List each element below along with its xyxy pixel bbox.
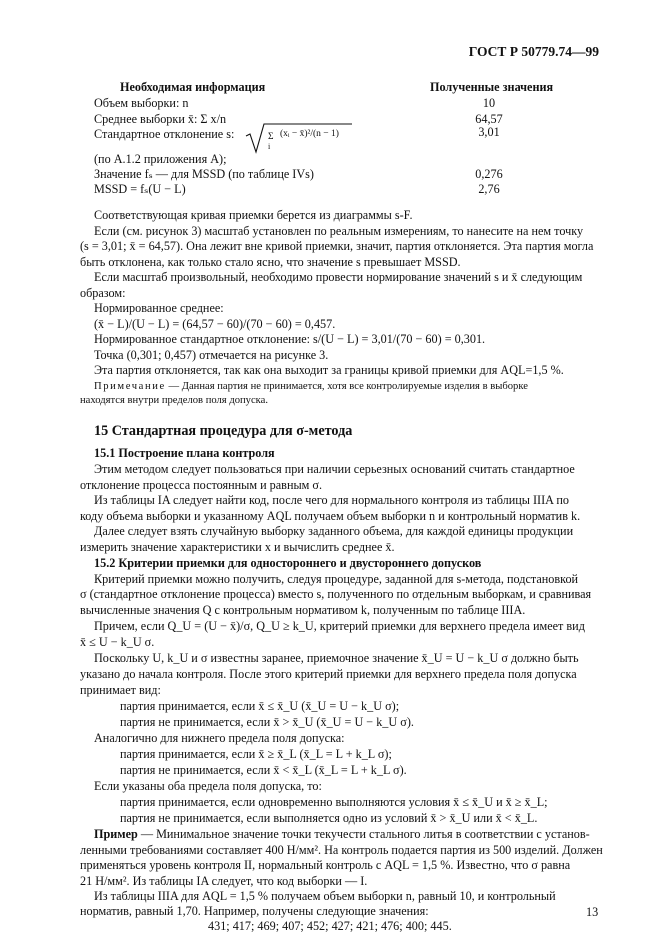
example-line: ленными требованиями составляет 400 Н/мм². На контроль подается партия из 500 изделий. Должен: [80, 843, 603, 857]
table-row-value: 3,01: [478, 125, 500, 139]
table-row-label: MSSD = fₛ(U − L): [94, 182, 186, 196]
paragraph-line: Поскольку U, k_U и σ известны заранее, приемочное значение x̄_U = U − k_U σ должно быть: [94, 651, 579, 665]
sum-sign: Σ: [268, 132, 274, 142]
table-row-value: 0,276: [475, 167, 503, 181]
std-formula: (xᵢ − x̄)²/(n − 1): [280, 129, 339, 139]
criterion-line: партия принимается, если x̄ ≤ x̄_U (x̄_U = U − k_U σ);: [120, 699, 400, 713]
paragraph-line: измерить значение характеристики x и вычислить среднее x̄.: [80, 540, 395, 554]
paragraph-line: указано до начала контроля. После этого критерий приемки для верхнего предела поля допуска: [80, 667, 577, 681]
table-header-left: Необходимая информация: [120, 80, 266, 94]
paragraph-line: Если указаны оба предела поля допуска, то:: [94, 779, 322, 793]
table-row-label: Значение fₛ — для MSSD (по таблице IVs): [94, 167, 314, 181]
example-text: — Минимальное значение точки текучести стального литья в соответствии с установ-: [137, 827, 590, 841]
paragraph-line: Эта партия отклоняется, так как она выходит за границы кривой приемки для AQL=1,5 %.: [94, 363, 564, 377]
subsection-heading: 15.2 Критерии приемки для одностороннего и двустороннего допусков: [94, 556, 482, 570]
note-label: Примечание: [94, 381, 166, 392]
paragraph-line: Нормированное среднее:: [94, 301, 224, 315]
table-row-value: 10: [482, 96, 496, 110]
paragraph-line: коду объема выборки и указанному AQL получаем объем выборки n и контрольный норматив k.: [80, 509, 581, 523]
paragraph-line: вычисленные значения Q с контрольным нормативом k, полученным по таблице IIIA.: [80, 603, 526, 617]
table-header-right: Полученные значения: [430, 80, 554, 94]
note-line: находятся внутри пределов поля допуска.: [80, 395, 269, 406]
criterion-line: партия не принимается, если выполняется одно из условий x̄ > x̄_U или x̄ < x̄_L.: [120, 811, 538, 825]
paragraph-line: Если масштаб произвольный, необходимо провести нормирование значений s и x̄ следующим: [94, 270, 583, 284]
paragraph-line: Соответствующая кривая приемки берется из диаграммы s-F.: [94, 208, 413, 222]
criterion-line: партия не принимается, если x̄ > x̄_U (x̄_U = U − k_U σ).: [120, 715, 414, 729]
table-row-value: 64,57: [475, 112, 503, 126]
paragraph-line: σ (стандартное отклонение процесса) вместо s, полученного по отдельным выборкам, и сравнивая: [80, 587, 592, 601]
table-row-label: Объем выборки: n: [94, 96, 189, 110]
paragraph-line: (s = 3,01; x̄ = 64,57). Она лежит вне кривой приемки, значит, партия отклоняется. Эта партия могла: [80, 239, 594, 253]
subsection-heading: 15.1 Построение плана контроля: [94, 446, 275, 460]
sample-values: 431; 417; 469; 407; 452; 427; 421; 476; 400; 445.: [208, 919, 452, 933]
paragraph-line: образом:: [80, 286, 126, 300]
criterion-line: партия не принимается, если x̄ < x̄_L (x̄_L = L + k_L σ).: [120, 763, 407, 777]
paragraph-line: быть отклонена, как только стало ясно, что значение s превышает MSSD.: [80, 255, 461, 269]
table-row-label: Стандартное отклонение s:: [94, 127, 235, 141]
example-line: норматив, равный 1,70. Например, получены следующие значения:: [80, 904, 429, 918]
paragraph-line: принимает вид:: [80, 683, 161, 697]
section-heading: 15 Стандартная процедура для σ-метода: [94, 423, 353, 439]
example-line: Из таблицы IIIA для AQL = 1,5 % получаем объем выборки n, равный 10, и контрольный: [94, 889, 556, 903]
example-label: Пример: [94, 827, 138, 841]
example-line: [94, 827, 590, 842]
sum-index: i: [268, 142, 271, 151]
criterion-line: партия принимается, если одновременно выполняются условия x̄ ≤ x̄_U и x̄ ≥ x̄_L;: [120, 795, 548, 809]
table-row-label: Среднее выборки x̄: Σ x/n: [94, 112, 227, 126]
formula-line: (x̄ − L)/(U − L) = (64,57 − 60)/(70 − 60) = 0,457.: [94, 317, 336, 331]
paragraph-line: Из таблицы IA следует найти код, после чего для нормального контроля из таблицы IIIA по: [94, 493, 569, 507]
paragraph-line: Критерий приемки можно получить, следуя процедуре, заданной для s-метода, подстановкой: [94, 572, 579, 586]
page-number: 13: [586, 905, 599, 919]
paragraph-line: Аналогично для нижнего предела поля допуска:: [94, 731, 345, 745]
paragraph-line: Если (см. рисунок 3) масштаб установлен по реальным измерениям, то нанесите на нем точку: [94, 224, 584, 238]
table-row-value: 2,76: [478, 182, 500, 196]
paragraph-line: отклонение процесса постоянным и равным σ.: [80, 478, 323, 492]
example-line: применяться уровень контроля II, нормальный контроль с AQL = 1,5 %. Известно, что σ равна: [80, 858, 571, 872]
paragraph-line: Далее следует взять случайную выборку заданного объема, для каждой единицы продукции: [94, 524, 574, 538]
paragraph-line: Причем, если Q_U = (U − x̄)/σ, Q_U ≥ k_U, критерий приемки для верхнего предела имеет вид: [94, 619, 585, 633]
paragraph-line: Точка (0,301; 0,457) отмечается на рисунке 3.: [94, 348, 329, 362]
formula-line: x̄ ≤ U − k_U σ.: [80, 635, 155, 649]
paragraph-line: Этим методом следует пользоваться при наличии серьезных оснований считать стандартное: [94, 462, 575, 476]
document-code: ГОСТ Р 50779.74—99: [468, 44, 599, 59]
note-line: [94, 381, 528, 392]
note-text: — Данная партия не принимается, хотя все контролируемые изделия в выборке: [165, 381, 528, 392]
example-line: 21 Н/мм². Из таблицы IA следует, что код выборки — I.: [80, 874, 368, 888]
table-row-label: (по А.1.2 приложения А);: [94, 152, 227, 166]
criterion-line: партия принимается, если x̄ ≥ x̄_L (x̄_L = L + k_L σ);: [120, 747, 392, 761]
paragraph-line: Нормированное стандартное отклонение: s/(U − L) = 3,01/(70 − 60) = 0,301.: [94, 332, 486, 346]
